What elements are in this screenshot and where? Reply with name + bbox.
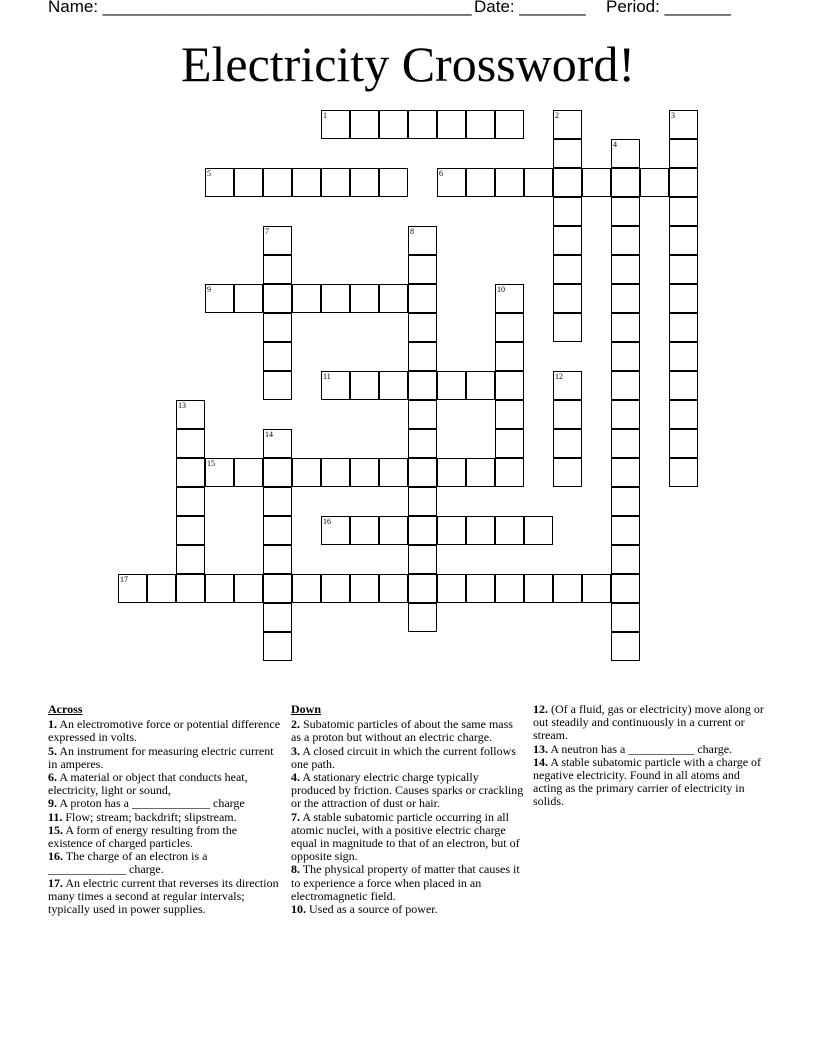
date-field-label[interactable]: Date: _______: [474, 0, 586, 16]
crossword-cell[interactable]: [611, 516, 640, 545]
crossword-cell[interactable]: [292, 284, 321, 313]
crossword-cell[interactable]: [408, 110, 437, 139]
clue-text: A stable subatomic particle with a charge of negative electricity. Found in all atoms and acting as the primary carrier of electricity in solids.: [533, 754, 762, 809]
crossword-cell[interactable]: [234, 458, 263, 487]
page-title: Electricity Crossword!: [180, 36, 636, 92]
crossword-cell[interactable]: [495, 284, 524, 313]
crossword-cell[interactable]: [611, 168, 640, 197]
crossword-cell[interactable]: [379, 574, 408, 603]
crossword-cell[interactable]: [292, 574, 321, 603]
clue-number-label: 12.: [533, 702, 548, 716]
crossword-cell[interactable]: [669, 139, 698, 168]
crossword-cell[interactable]: [553, 313, 582, 342]
crossword-cell[interactable]: [263, 342, 292, 371]
crossword-cell[interactable]: [234, 574, 263, 603]
clue-column-3: [533, 703, 766, 809]
crossword-cell[interactable]: [611, 139, 640, 168]
crossword-cell[interactable]: [553, 110, 582, 139]
clue-text: A material or object that conducts heat, electricity, light or sound,: [48, 770, 248, 798]
crossword-cell[interactable]: [350, 516, 379, 545]
crossword-cell[interactable]: [553, 458, 582, 487]
clue-text: Subatomic particles of about the same mass as a proton but without an electric charge.: [291, 717, 513, 745]
crossword-cell[interactable]: [495, 313, 524, 342]
crossword-cell[interactable]: [408, 487, 437, 516]
clue-number-label: 7.: [291, 809, 300, 824]
crossword-cell[interactable]: [321, 458, 350, 487]
clue-text: An instrument for measuring electric current in amperes.: [48, 743, 274, 771]
crossword-cell[interactable]: [263, 371, 292, 400]
crossword-cell[interactable]: [524, 168, 553, 197]
crossword-cell[interactable]: [408, 284, 437, 313]
crossword-cell[interactable]: [611, 255, 640, 284]
crossword-cell[interactable]: [495, 574, 524, 603]
clue-number-label: 3.: [291, 743, 300, 758]
crossword-cell[interactable]: [611, 342, 640, 371]
clue-column-1: [48, 703, 281, 916]
clue-item: [533, 756, 766, 809]
crossword-cell[interactable]: [495, 371, 524, 400]
crossword-cell[interactable]: [176, 458, 205, 487]
clue-number-label: 11.: [48, 809, 63, 824]
clue-number: 10: [497, 285, 505, 294]
crossword-cell[interactable]: [176, 545, 205, 574]
crossword-cell[interactable]: [408, 574, 437, 603]
clue-number: 1: [323, 111, 327, 120]
crossword-cell[interactable]: [263, 226, 292, 255]
crossword-cell[interactable]: [669, 168, 698, 197]
crossword-cell[interactable]: [205, 458, 234, 487]
crossword-cell[interactable]: [263, 255, 292, 284]
crossword-cell[interactable]: [553, 574, 582, 603]
crossword-cell[interactable]: [292, 458, 321, 487]
across-heading: Across: [48, 702, 83, 716]
crossword-cell[interactable]: [234, 168, 263, 197]
clue-number-label: 5.: [48, 743, 57, 758]
crossword-cell[interactable]: [321, 284, 350, 313]
clue-text: (Of a fluid, gas or electricity) move along or out steadily and continuously in a current or stream.: [533, 702, 764, 743]
crossword-cell[interactable]: [611, 487, 640, 516]
crossword-cell[interactable]: [669, 371, 698, 400]
crossword-cell[interactable]: [321, 516, 350, 545]
crossword-cell[interactable]: [234, 284, 263, 313]
crossword-cell[interactable]: [553, 197, 582, 226]
crossword-cell[interactable]: [466, 110, 495, 139]
crossword-cell[interactable]: [321, 168, 350, 197]
clue-number-label: 17.: [48, 875, 63, 890]
clue-number-label: 9.: [48, 796, 57, 811]
crossword-cell[interactable]: [582, 574, 611, 603]
clue-text: A neutron has a ___________ charge.: [548, 741, 733, 756]
clue-item: [48, 850, 281, 876]
crossword-cell[interactable]: [263, 603, 292, 632]
clue-number-label: 1.: [48, 717, 57, 732]
clue-item: [48, 745, 281, 771]
crossword-cell[interactable]: [408, 255, 437, 284]
name-field-label[interactable]: Name: _______________________________________: [48, 0, 472, 16]
clue-text: A form of energy resulting from the existence of charged particles.: [48, 822, 238, 851]
crossword-cell[interactable]: [350, 574, 379, 603]
crossword-cell[interactable]: [553, 139, 582, 168]
clue-number: 6: [439, 169, 443, 178]
crossword-cell[interactable]: [640, 168, 669, 197]
crossword-cell[interactable]: [495, 342, 524, 371]
crossword-cell[interactable]: [176, 429, 205, 458]
crossword-cell[interactable]: [408, 342, 437, 371]
clue-text: Used as a source of power.: [306, 902, 438, 917]
crossword-cell[interactable]: [669, 429, 698, 458]
crossword-cell[interactable]: [263, 574, 292, 603]
crossword-cell[interactable]: [350, 168, 379, 197]
clue-text: An electromotive force or potential difference expressed in volts.: [48, 717, 281, 745]
crossword-cell[interactable]: [263, 168, 292, 197]
crossword-cell[interactable]: [669, 226, 698, 255]
clue-item: [291, 771, 524, 811]
clue-number: 4: [613, 140, 617, 149]
crossword-cell[interactable]: [379, 284, 408, 313]
clue-number: 13: [178, 401, 186, 410]
crossword-cell[interactable]: [176, 574, 205, 603]
crossword-cell[interactable]: [466, 168, 495, 197]
crossword-cell[interactable]: [118, 574, 147, 603]
crossword-cell[interactable]: [495, 516, 524, 545]
crossword-cell[interactable]: [611, 545, 640, 574]
clue-text: The charge of an electron is a _____________ charge.: [48, 849, 208, 877]
clue-number-label: 6.: [48, 770, 57, 785]
crossword-cell[interactable]: [379, 110, 408, 139]
crossword-cell[interactable]: [495, 400, 524, 429]
crossword-cell[interactable]: [408, 371, 437, 400]
crossword-cell[interactable]: [205, 284, 234, 313]
clue-number-label: 4.: [291, 770, 300, 785]
crossword-cell[interactable]: [437, 371, 466, 400]
crossword-cell[interactable]: [321, 574, 350, 603]
clue-number-label: 14.: [533, 754, 548, 769]
crossword-cell[interactable]: [466, 574, 495, 603]
crossword-cell[interactable]: [379, 168, 408, 197]
across-clue-list: [48, 718, 281, 916]
crossword-cell[interactable]: [495, 168, 524, 197]
clue-text: The physical property of matter that causes it to experience a force when placed in an electromagnetic field.: [291, 862, 520, 903]
clue-number-label: 10.: [291, 902, 306, 917]
crossword-cell[interactable]: [263, 545, 292, 574]
crossword-cell[interactable]: [611, 371, 640, 400]
clue-item: [48, 824, 281, 850]
clue-text: Flow; stream; backdrift; slipstream.: [62, 809, 237, 824]
crossword-cell[interactable]: [669, 255, 698, 284]
crossword-cell[interactable]: [611, 458, 640, 487]
crossword-cell[interactable]: [495, 429, 524, 458]
clue-number: 15: [207, 459, 215, 468]
crossword-cell[interactable]: [379, 516, 408, 545]
crossword-cell[interactable]: [321, 371, 350, 400]
crossword-cell[interactable]: [495, 458, 524, 487]
crossword-cell[interactable]: [466, 371, 495, 400]
down-clue-list-continued: [533, 703, 766, 809]
clue-number-label: 15.: [48, 822, 63, 837]
crossword-cell[interactable]: [408, 226, 437, 255]
crossword-cell[interactable]: [437, 516, 466, 545]
crossword-cell[interactable]: [437, 458, 466, 487]
crossword-cell[interactable]: [553, 429, 582, 458]
crossword-cell[interactable]: [350, 458, 379, 487]
crossword-cell[interactable]: [321, 110, 350, 139]
clue-item: [291, 903, 524, 916]
crossword-cell[interactable]: [524, 516, 553, 545]
crossword-cell[interactable]: [408, 603, 437, 632]
crossword-cell[interactable]: [408, 458, 437, 487]
clue-item: [291, 811, 524, 864]
clue-text: An electric current that reverses its direction many times a second at regular intervals; typically used in power supplies.: [48, 875, 279, 917]
clue-number: 7: [265, 227, 269, 236]
crossword-cell[interactable]: [350, 110, 379, 139]
clue-number: 3: [671, 111, 675, 120]
crossword-cell[interactable]: [292, 168, 321, 197]
crossword-cell[interactable]: [379, 371, 408, 400]
clue-text: A closed circuit in which the current follows one path.: [291, 743, 516, 771]
crossword-cell[interactable]: [611, 284, 640, 313]
crossword-cell[interactable]: [669, 342, 698, 371]
crossword-cell[interactable]: [582, 168, 611, 197]
clue-number: 11: [323, 372, 331, 381]
crossword-cell[interactable]: [611, 574, 640, 603]
crossword-cell[interactable]: [553, 255, 582, 284]
crossword-cell[interactable]: [553, 284, 582, 313]
crossword-cell[interactable]: [263, 429, 292, 458]
crossword-cell[interactable]: [669, 110, 698, 139]
crossword-cell[interactable]: [176, 516, 205, 545]
crossword-cell[interactable]: [495, 110, 524, 139]
crossword-cell[interactable]: [263, 516, 292, 545]
clue-item: [48, 718, 281, 744]
crossword-cell[interactable]: [524, 574, 553, 603]
crossword-cell[interactable]: [611, 226, 640, 255]
clue-column-2: [291, 703, 524, 916]
crossword-cell[interactable]: [176, 487, 205, 516]
crossword-cell[interactable]: [553, 400, 582, 429]
clue-number: 14: [265, 430, 273, 439]
clue-item: [291, 745, 524, 771]
crossword-cell[interactable]: [553, 226, 582, 255]
crossword-cell[interactable]: [437, 110, 466, 139]
crossword-cell[interactable]: [408, 516, 437, 545]
crossword-cell[interactable]: [408, 429, 437, 458]
clue-text: A stationary electric charge typically produced by friction. Causes sparks or crackling or the attraction of dust or hair.: [291, 770, 524, 811]
crossword-cell[interactable]: [350, 284, 379, 313]
crossword-cell[interactable]: [611, 313, 640, 342]
down-heading: Down: [291, 702, 322, 716]
clue-item: [48, 771, 281, 797]
crossword-cell[interactable]: [669, 313, 698, 342]
clue-text: A proton has a _____________ charge: [57, 796, 245, 811]
clue-number: 17: [120, 575, 128, 584]
crossword-cell[interactable]: [205, 574, 234, 603]
crossword-cell[interactable]: [350, 371, 379, 400]
crossword-cell[interactable]: [466, 516, 495, 545]
clue-number: 2: [555, 111, 559, 120]
clue-item: [533, 703, 766, 743]
crossword-cell[interactable]: [263, 284, 292, 313]
down-clue-list: [291, 718, 524, 916]
crossword-cell[interactable]: [553, 371, 582, 400]
clue-number: 16: [323, 517, 331, 526]
crossword-cell[interactable]: [263, 632, 292, 661]
clue-number: 8: [410, 227, 414, 236]
crossword-cell[interactable]: [408, 545, 437, 574]
clue-number-label: 8.: [291, 862, 300, 877]
crossword-cell[interactable]: [437, 574, 466, 603]
crossword-cell[interactable]: [669, 284, 698, 313]
crossword-cell[interactable]: [408, 400, 437, 429]
crossword-cell[interactable]: [176, 400, 205, 429]
crossword-cell[interactable]: [669, 197, 698, 226]
crossword-cell[interactable]: [263, 487, 292, 516]
crossword-cell[interactable]: [408, 313, 437, 342]
clue-number-label: 13.: [533, 741, 548, 756]
crossword-cell[interactable]: [263, 458, 292, 487]
clue-item: [48, 877, 281, 917]
clue-number: 9: [207, 285, 211, 294]
crossword-cell[interactable]: [437, 168, 466, 197]
crossword-cell[interactable]: [205, 168, 234, 197]
crossword-cell[interactable]: [611, 603, 640, 632]
period-field-label[interactable]: Period: _______: [606, 0, 731, 16]
crossword-cell[interactable]: [611, 197, 640, 226]
clue-number-label: 16.: [48, 849, 63, 864]
clue-number: 5: [207, 169, 211, 178]
crossword-cell[interactable]: [611, 400, 640, 429]
crossword-cell[interactable]: [147, 574, 176, 603]
clue-item: [291, 863, 524, 903]
crossword-cell[interactable]: [263, 313, 292, 342]
crossword-cell[interactable]: [466, 458, 495, 487]
crossword-cell[interactable]: [669, 458, 698, 487]
crossword-cell[interactable]: [553, 168, 582, 197]
clue-item: [291, 718, 524, 744]
crossword-cell[interactable]: [379, 458, 408, 487]
clue-number-label: 2.: [291, 717, 300, 732]
clue-text: A stable subatomic particle occurring in all atomic nuclei, with a positive electric charge equal in magnitude to that of an electron, but of opposite sign.: [291, 809, 520, 864]
crossword-cell[interactable]: [669, 400, 698, 429]
crossword-cell[interactable]: [611, 429, 640, 458]
clue-number: 12: [555, 372, 563, 381]
crossword-cell[interactable]: [611, 632, 640, 661]
